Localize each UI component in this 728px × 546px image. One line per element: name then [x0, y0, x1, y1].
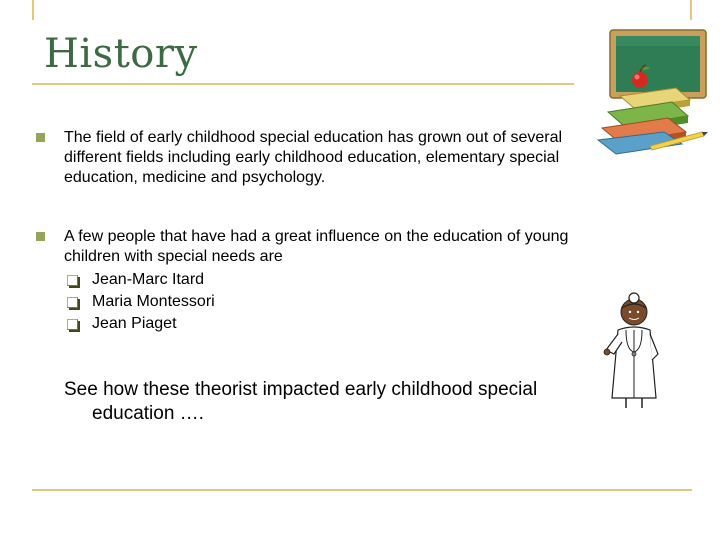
footer-divider [32, 489, 692, 491]
frame-line-left [32, 0, 34, 20]
box-bullet-icon [67, 297, 78, 308]
title-divider [32, 83, 574, 85]
bullet-text: A few people that have had a great influence on the education of young children with special needs are [64, 228, 569, 265]
square-bullet-icon [36, 232, 45, 241]
box-bullet-icon [67, 275, 78, 286]
bullet-item-2 [64, 227, 594, 335]
sub-bullet-item [64, 313, 594, 335]
sub-bullet-item [64, 269, 594, 291]
sub-bullet-list [64, 269, 594, 335]
doctor-icon [600, 290, 670, 410]
slide-title: History [44, 31, 198, 77]
square-bullet-icon [36, 133, 45, 142]
sub-bullet-item [64, 291, 594, 313]
sub-bullet-text: Jean Piaget [92, 315, 177, 332]
sub-bullet-text: Jean-Marc Itard [92, 271, 205, 288]
frame-line-right [690, 0, 692, 20]
bullet-item-1 [64, 128, 594, 188]
box-bullet-icon [67, 319, 78, 330]
conclusion-text: See how these theorist impacted early childhood special education …. [64, 379, 538, 424]
chalkboard-books-apple-icon [590, 28, 710, 158]
bullet-text: The field of early childhood special education has grown out of several different fields including early childhood education, elementary special education, medicine and psychology. [64, 129, 563, 186]
sub-bullet-text: Maria Montessori [92, 293, 215, 310]
